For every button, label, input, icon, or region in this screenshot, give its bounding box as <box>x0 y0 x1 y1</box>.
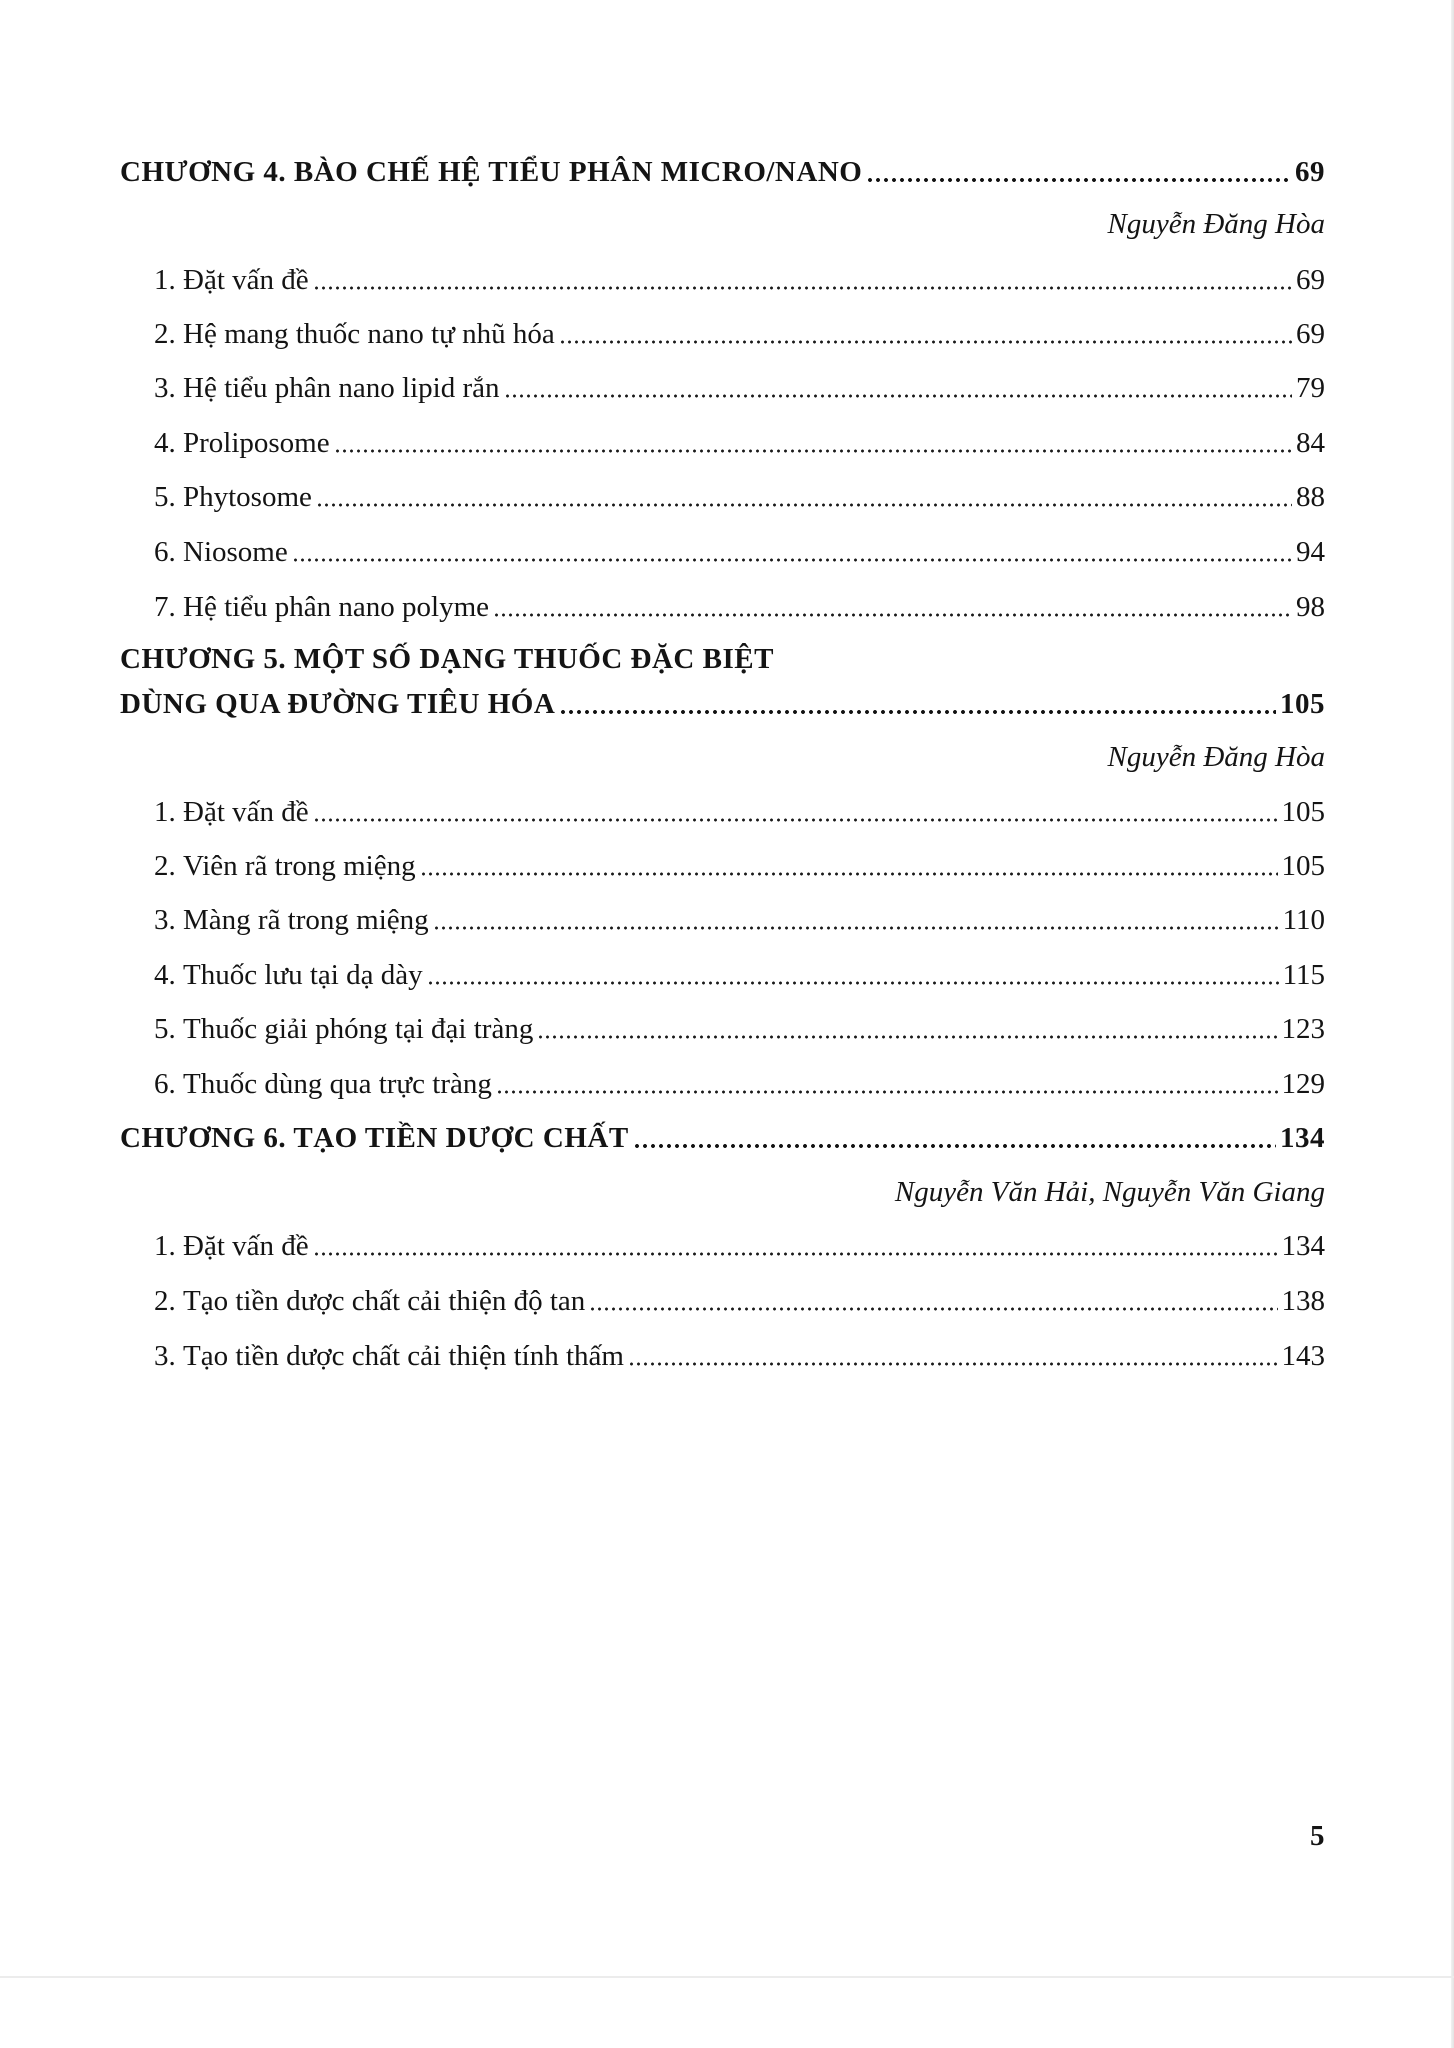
entry-title: Viên rã trong miệng <box>183 850 416 882</box>
dot-leader <box>433 925 1279 931</box>
toc-entry[interactable] <box>154 906 1325 935</box>
entry-title: Proliposome <box>183 427 330 459</box>
entry-number: 2. <box>154 318 183 350</box>
entry-title: Tạo tiền dược chất cải thiện độ tan <box>183 1285 586 1317</box>
dot-leader <box>313 817 1278 823</box>
entry-title: Hệ mang thuốc nano tự nhũ hóa <box>183 318 555 350</box>
toc-entry[interactable] <box>154 1070 1325 1099</box>
entry-number: 5. <box>154 1013 183 1045</box>
entry-number: 6. <box>154 1068 183 1100</box>
toc-entry[interactable] <box>154 593 1325 622</box>
toc-entry[interactable] <box>154 374 1325 403</box>
entry-title: Niosome <box>183 536 288 568</box>
chapter-title: CHƯƠNG 4. BÀO CHẾ HỆ TIỂU PHÂN MICRO/NANO <box>120 156 863 188</box>
entry-page: 105 <box>1281 796 1325 828</box>
chapter-page: 105 <box>1280 688 1325 720</box>
toc-entry[interactable] <box>154 266 1325 295</box>
dot-leader <box>559 709 1276 715</box>
dot-leader <box>316 502 1292 508</box>
entry-page: 115 <box>1282 959 1325 991</box>
entry-number: 2. <box>154 850 183 882</box>
entry-number: 1. <box>154 1230 183 1262</box>
dot-leader <box>537 1034 1277 1040</box>
toc-entry[interactable] <box>154 429 1325 458</box>
entry-title: Màng rã trong miệng <box>183 904 429 936</box>
toc-entry[interactable] <box>154 1232 1325 1261</box>
toc-entry[interactable] <box>154 1342 1325 1371</box>
chapter-author: Nguyễn Đăng Hòa <box>1107 208 1325 240</box>
dot-leader <box>427 980 1279 986</box>
toc-entry[interactable] <box>154 538 1325 567</box>
dot-leader <box>420 871 1278 877</box>
entry-page: 123 <box>1281 1013 1325 1045</box>
entry-number: 1. <box>154 264 183 296</box>
entry-title: Thuốc lưu tại dạ dày <box>183 959 423 991</box>
chapter-title-continued: DÙNG QUA ĐƯỜNG TIÊU HÓA <box>120 688 556 720</box>
dot-leader <box>633 1143 1276 1149</box>
toc-chapter-6[interactable] <box>120 1124 1325 1153</box>
entry-page: 110 <box>1282 904 1325 936</box>
entry-title: Hệ tiểu phân nano lipid rắn <box>183 372 500 404</box>
entry-title: Thuốc giải phóng tại đại tràng <box>183 1013 534 1045</box>
entry-number: 3. <box>154 904 183 936</box>
toc-entry[interactable] <box>154 1015 1325 1044</box>
entry-page: 84 <box>1296 427 1325 459</box>
toc-chapter-4[interactable] <box>120 158 1325 187</box>
dot-leader <box>628 1361 1278 1367</box>
entry-page: 134 <box>1281 1230 1325 1262</box>
dot-leader <box>559 339 1292 345</box>
entry-page: 94 <box>1296 536 1325 568</box>
entry-page: 143 <box>1281 1340 1325 1372</box>
dot-leader <box>496 1089 1278 1095</box>
entry-number: 4. <box>154 959 183 991</box>
entry-number: 3. <box>154 372 183 404</box>
dot-leader <box>313 285 1292 291</box>
dot-leader <box>313 1251 1278 1257</box>
entry-page: 69 <box>1296 264 1325 296</box>
entry-number: 4. <box>154 427 183 459</box>
entry-number: 7. <box>154 591 183 623</box>
dot-leader <box>334 448 1292 454</box>
entry-number: 5. <box>154 481 183 513</box>
entry-page: 129 <box>1281 1068 1325 1100</box>
dot-leader <box>589 1306 1277 1312</box>
entry-number: 3. <box>154 1340 183 1372</box>
dot-leader <box>493 612 1292 618</box>
dot-leader <box>504 393 1293 399</box>
entry-title: Tạo tiền dược chất cải thiện tính thấm <box>183 1340 624 1372</box>
chapter-page: 69 <box>1295 156 1325 188</box>
chapter-title[interactable]: CHƯƠNG 5. MỘT SỐ DẠNG THUỐC ĐẶC BIỆT <box>120 643 774 675</box>
entry-page: 105 <box>1281 850 1325 882</box>
page-edge-bottom <box>0 1976 1454 1978</box>
dot-leader <box>866 177 1291 183</box>
entry-number: 2. <box>154 1285 183 1317</box>
entry-number: 1. <box>154 796 183 828</box>
entry-title: Đặt vấn đề <box>183 796 309 828</box>
entry-page: 69 <box>1296 318 1325 350</box>
entry-title: Hệ tiểu phân nano polyme <box>183 591 490 623</box>
toc-chapter-5[interactable] <box>120 690 1325 719</box>
entry-title: Phytosome <box>183 481 312 513</box>
toc-entry[interactable] <box>154 852 1325 881</box>
toc-entry[interactable] <box>154 483 1325 512</box>
toc-entry[interactable] <box>154 320 1325 349</box>
chapter-title: CHƯƠNG 6. TẠO TIỀN DƯỢC CHẤT <box>120 1122 629 1154</box>
entry-page: 98 <box>1296 591 1325 623</box>
toc-entry[interactable] <box>154 798 1325 827</box>
entry-page: 79 <box>1296 372 1325 404</box>
dot-leader <box>292 557 1292 563</box>
entry-page: 138 <box>1281 1285 1325 1317</box>
entry-page: 88 <box>1296 481 1325 513</box>
entry-number: 6. <box>154 536 183 568</box>
entry-title: Thuốc dùng qua trực tràng <box>183 1068 492 1100</box>
chapter-page: 134 <box>1280 1122 1325 1154</box>
chapter-author: Nguyễn Văn Hải, Nguyễn Văn Giang <box>894 1176 1325 1208</box>
entry-title: Đặt vấn đề <box>183 1230 309 1262</box>
page-number: 5 <box>1310 1820 1325 1852</box>
toc-entry[interactable] <box>154 961 1325 990</box>
chapter-author: Nguyễn Đăng Hòa <box>1107 741 1325 773</box>
entry-title: Đặt vấn đề <box>183 264 309 296</box>
toc-entry[interactable] <box>154 1287 1325 1316</box>
